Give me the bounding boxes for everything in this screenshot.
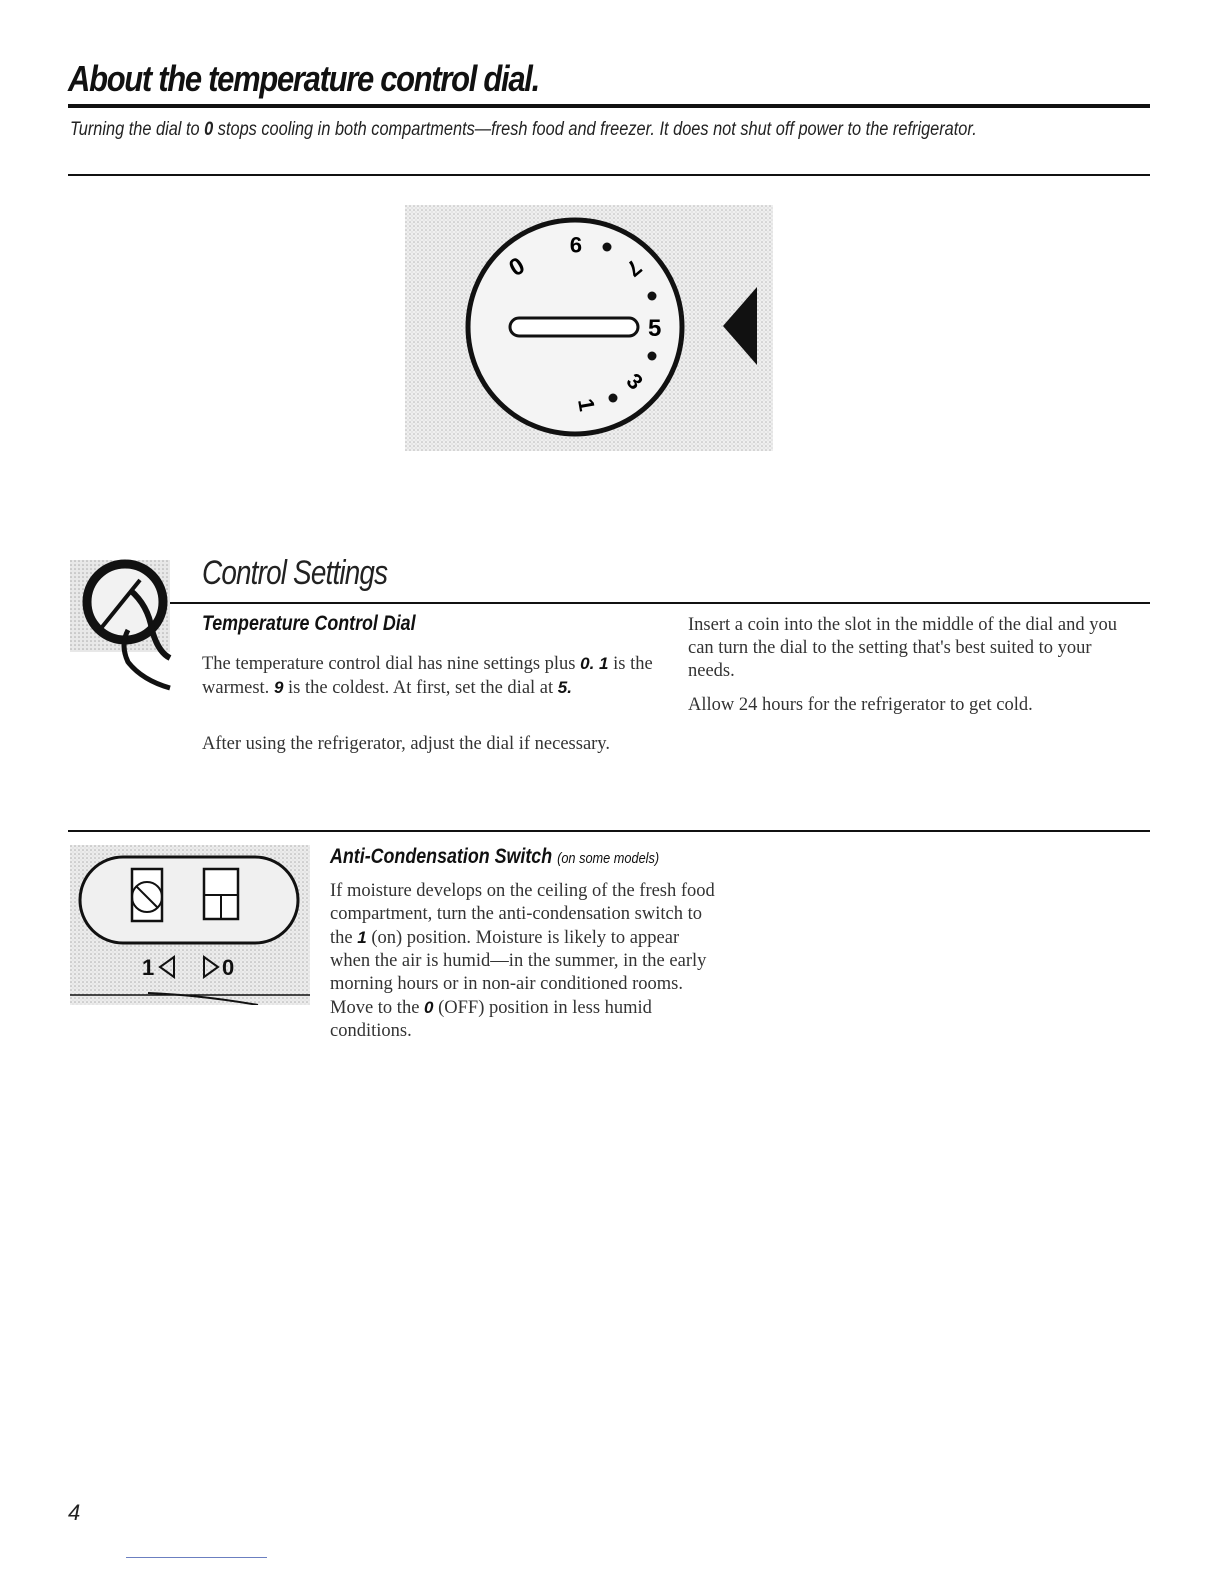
switch-illustration	[70, 845, 310, 1005]
switch-label-on-text: 1	[142, 955, 155, 980]
dial-label-7: 7	[621, 254, 647, 282]
dial-dot	[609, 394, 618, 403]
page-title: About the temperature control dial.	[68, 58, 539, 99]
section-rule	[170, 602, 1150, 604]
temp-dial-para-4: Allow 24 hours for the refrigerator to get cold.	[688, 695, 1033, 715]
intro-rule	[68, 174, 1150, 176]
dial-label-0: 0	[504, 252, 530, 283]
divider-rule	[68, 830, 1150, 832]
fridge-icon	[204, 869, 238, 919]
temp-dial-para-1: The temperature control dial has nine settings plus 0. 1 is the warmest. 9 is the coldest. At first, set the dial at 5.	[202, 654, 653, 698]
dial-label-5: 5	[648, 315, 662, 342]
switch-housing	[80, 857, 298, 943]
dial-svg	[405, 205, 773, 451]
temp-dial-para-2: After using the refrigerator, adjust the dial if necessary.	[202, 734, 610, 754]
fridge-crossed-icon	[132, 869, 162, 921]
dial-label-9: 9	[569, 232, 582, 257]
dial-label-1: 1	[573, 396, 600, 414]
dial-illustration	[405, 205, 773, 451]
page-number: 4	[68, 1500, 81, 1525]
intro-text: Turning the dial to 0 stops cooling in both compartments—fresh food and freezer. It does not shut off power to the refrigerator.	[70, 119, 977, 140]
hand-dial-icon	[70, 540, 200, 700]
temp-dial-heading: Temperature Control Dial	[202, 612, 416, 635]
dial-dot	[603, 243, 612, 252]
switch-label-off-text: 0	[222, 955, 235, 980]
temp-dial-para-3: Insert a coin into the slot in the middle of the dial and you can turn the dial to the setting that's best suited to your needs.	[688, 615, 1118, 681]
dial-dot	[648, 292, 657, 301]
dial-label-3: 3	[621, 368, 648, 395]
coin-slot	[510, 318, 638, 336]
dial-dot	[648, 352, 657, 361]
anti-condensation-heading: Anti-Condensation Switch (on some models)	[330, 845, 660, 868]
section-title: Control Settings	[202, 554, 388, 592]
anti-condensation-para: If moisture develops on the ceiling of the fresh food compartment, turn the anti-condensation switch to the 1 (on) position. Moisture is likely to appear when the air is humid—in the summer, in the early morning hours or in non-air conditioned rooms. Move to the 0 (OFF) position in less humid conditions.	[330, 881, 715, 1041]
footer-link-line	[126, 1557, 267, 1558]
heading-note: (on some models)	[557, 850, 660, 867]
title-rule	[68, 104, 1150, 108]
